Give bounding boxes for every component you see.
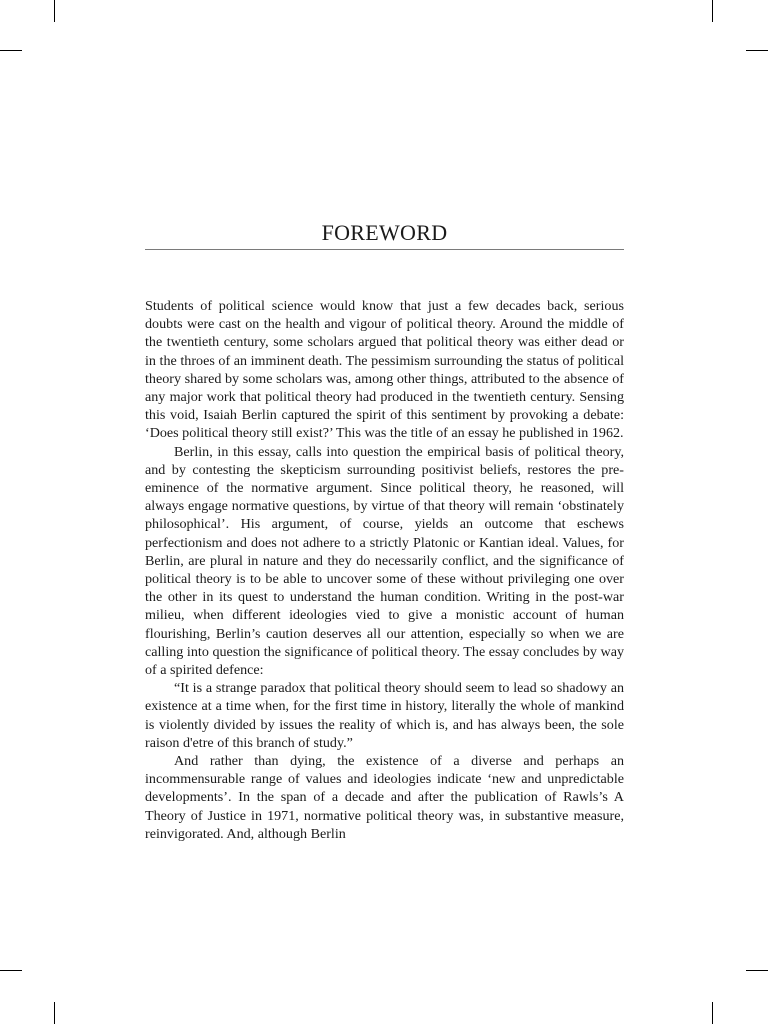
block-quote: “It is a strange paradox that political theory should seem to lead so shadowy an existence at a time when, for the first time in history, literally the whole of mankind is violently divided by issues the reality of which is, and has always been, the sole raison d'etre of this branch of study.” [145,680,624,751]
crop-mark-top-right-horizontal [746,50,768,51]
paragraph: Students of political science would know that just a few decades back, serious doubts were cast on the health and vigour of political theory. Around the middle of the twentieth century, some scholars argued that political theory was either dead or in the throes of an imminent death. The pessimism surrounding the status of political theory shared by some scholars was, among other things, attributed to the absence of any major work that political theory had produced in the twentieth century. Sensing this void, Isaiah Berlin captured the spirit of this sentiment by provoking a debate: ‘Does political theory still exist?’ This was the title of an essay he published in 1962. [145,298,624,442]
crop-mark-top-left-vertical [54,0,55,22]
paragraph: And rather than dying, the existence of a diverse and perhaps an incommensurable range of values and ideologies indicate ‘new and unpredictable developments’. In the span of a decade and after the publication of Rawls’s A Theory of Justice in 1971, normative political theory was, in substantive measure, reinvigorated. And, although Berlin [145,753,624,842]
crop-mark-top-right-vertical [712,0,713,22]
crop-mark-bottom-right-vertical [712,1002,713,1024]
crop-mark-bottom-right-horizontal [746,970,768,971]
paragraph: Berlin, in this essay, calls into question the empirical basis of political theory, and by contesting the skepticism surrounding positivist beliefs, restores the pre-eminence of the normative argument. Since political theory, he reasoned, will always engage normative questions, by virtue of that theory will remain ‘obstinately philosophical’. His argument, of course, yields an outcome that eschews perfectionism and does not adhere to a strictly Platonic or Kantian ideal. Values, for Berlin, are plural in nature and they do necessarily conflict, and the significance of political theory is to be able to uncover some of these without privileging one over the other in its quest to understand the human condition. Writing in the post-war milieu, when different ideologies vied to give a monistic account of human flourishing, Berlin’s caution deserves all our attention, especially so when we are calling into question the significance of political theory. The essay concludes by way of a spirited defence: [145,443,624,679]
page-heading: FOREWORD [321,220,448,245]
body-text [145,297,624,843]
crop-mark-bottom-left-vertical [54,1002,55,1024]
crop-mark-bottom-left-horizontal [0,970,22,971]
crop-mark-top-left-horizontal [0,50,22,51]
heading-rule [145,249,624,250]
